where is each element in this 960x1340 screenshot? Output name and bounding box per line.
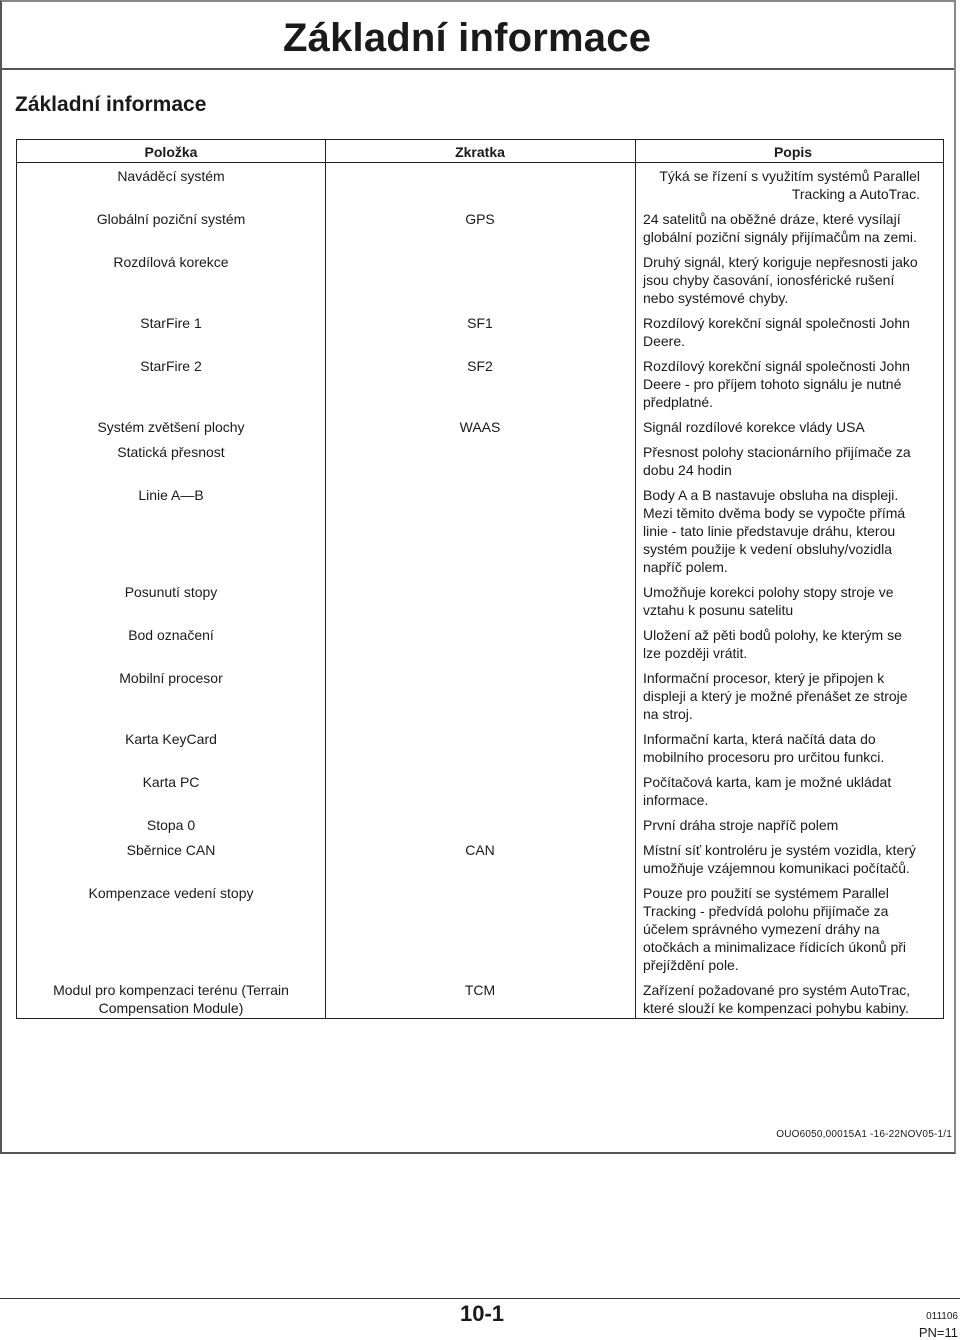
table-cell-desc-line: Týká se řízení s využitím systémů Parallel bbox=[659, 168, 920, 184]
table-cell-desc-line: Tracking - předvídá polohu přijímače za bbox=[643, 903, 889, 919]
table-cell-desc-line: účelem správného vymezení dráhy na bbox=[643, 921, 880, 937]
table-cell-desc bbox=[643, 486, 905, 576]
table-cell-desc-line: vztahu k posunu satelitu bbox=[643, 602, 794, 618]
table-cell-item-line: Rozdílová korekce bbox=[113, 254, 229, 270]
table-cell-desc-line: Druhý signál, který koriguje nepřesnosti jako bbox=[643, 254, 918, 270]
table-cell-abbr bbox=[325, 357, 635, 375]
table-cell-desc-line: otočkách a minimalizace řídicích úkonů při bbox=[643, 939, 907, 955]
table-cell-desc bbox=[643, 841, 916, 877]
table-cell-abbr bbox=[325, 981, 635, 999]
table-cell-desc-line: Zařízení požadované pro systém AutoTrac, bbox=[643, 982, 911, 998]
table-cell-item bbox=[16, 816, 326, 834]
table-cell-desc-line: dobu 24 hodin bbox=[643, 462, 732, 478]
table-cell-desc-line: Přesnost polohy stacionárního přijímače za bbox=[643, 444, 911, 460]
table-cell-item-line: Linie A—B bbox=[138, 487, 204, 503]
table-cell-desc-line: 24 satelitů na oběžné dráze, které vysílají bbox=[643, 211, 901, 227]
table-cell-item bbox=[16, 626, 326, 644]
table-cell-desc-line: linie - tato linie představuje dráhu, kterou bbox=[643, 523, 896, 539]
table-cell-desc bbox=[643, 418, 865, 436]
table-cell-item bbox=[16, 773, 326, 791]
table-cell-desc-line: mobilního procesoru pro určitou funkci. bbox=[643, 749, 885, 765]
table-cell-desc-line: Deere - pro příjem tohoto signálu je nutné bbox=[643, 376, 902, 392]
table-cell-item bbox=[16, 583, 326, 601]
table-cell-desc-line: na stroj. bbox=[643, 706, 693, 722]
header-item bbox=[16, 143, 326, 161]
page-number: 10-1 bbox=[460, 1301, 505, 1326]
header-item-line: Položka bbox=[144, 144, 198, 160]
table-cell-desc-line: Uložení až pěti bodů polohy, ke kterým se bbox=[643, 627, 902, 643]
table-cell-desc bbox=[643, 314, 910, 350]
table-cell-item-line: StarFire 2 bbox=[140, 358, 202, 374]
table-cell-abbr-line: GPS bbox=[465, 211, 495, 227]
table-cell-item-line: Globální poziční systém bbox=[96, 211, 246, 227]
table-cell-item-line: Naváděcí systém bbox=[117, 168, 225, 184]
table-cell-desc-line: které slouží ke kompenzaci pohybu kabiny. bbox=[643, 1000, 909, 1016]
table-cell-desc bbox=[643, 669, 908, 723]
table-cell-desc-line: Pouze pro použití se systémem Parallel bbox=[643, 885, 889, 901]
table-cell-item bbox=[16, 357, 326, 375]
table-cell-item bbox=[16, 730, 326, 748]
header-abbr-line: Zkratka bbox=[455, 144, 505, 160]
table-cell-item bbox=[16, 418, 326, 436]
table-cell-desc-line: nebo systémové chyby. bbox=[643, 290, 789, 306]
table-cell-desc-line: systém použije k vedení obsluhy/vozidla bbox=[643, 541, 893, 557]
table-cell-desc-line: napříč polem. bbox=[643, 559, 728, 575]
table-cell-item-line: Kompenzace vedení stopy bbox=[88, 885, 254, 901]
table-cell-desc-line: displeji a který je možné přenášet ze stroje bbox=[643, 688, 908, 704]
table-cell-desc bbox=[643, 583, 894, 619]
table-cell-item bbox=[16, 884, 326, 902]
table-cell-desc bbox=[643, 981, 910, 1017]
table-cell-desc-line: Tracking a AutoTrac. bbox=[791, 186, 920, 202]
table-cell-item-line: StarFire 1 bbox=[140, 315, 202, 331]
table-cell-item-line: Sběrnice CAN bbox=[126, 842, 216, 858]
table-cell-item bbox=[16, 443, 326, 461]
table-cell-item bbox=[16, 167, 326, 185]
header-abbr bbox=[325, 143, 635, 161]
table-cell-item-line: Compensation Module) bbox=[98, 1000, 244, 1016]
table-cell-abbr-line: WAAS bbox=[459, 419, 501, 435]
table-cell-item-line: Karta KeyCard bbox=[125, 731, 217, 747]
table-cell-desc-line: jsou chyby časování, ionosférické rušení bbox=[643, 272, 895, 288]
table-cell-desc-line: informace. bbox=[643, 792, 709, 808]
table-cell-abbr bbox=[325, 314, 635, 332]
table-cell-desc-line: Místní síť kontroléru je systém vozidla, který bbox=[643, 842, 916, 858]
table-cell-abbr-line: TCM bbox=[464, 982, 496, 998]
column-divider bbox=[635, 139, 636, 1019]
pn-code: PN=11 bbox=[918, 1325, 958, 1340]
table-cell-item bbox=[16, 210, 326, 228]
table-cell-desc-line: přejíždění pole. bbox=[643, 957, 739, 973]
header-rule bbox=[16, 162, 944, 163]
table-cell-abbr-line: SF1 bbox=[467, 315, 493, 331]
table-cell-desc bbox=[659, 167, 920, 203]
table-cell-desc-line: Informační procesor, který je připojen k bbox=[643, 670, 885, 686]
table-cell-desc bbox=[643, 443, 911, 479]
table-cell-item-line: Bod označení bbox=[128, 627, 214, 643]
table-cell-desc bbox=[643, 626, 902, 662]
table-cell-desc bbox=[643, 253, 918, 307]
table-cell-desc bbox=[643, 816, 838, 834]
table-cell-item bbox=[16, 841, 326, 859]
table-cell-abbr bbox=[325, 210, 635, 228]
table-cell-item-line: Modul pro kompenzaci terénu (Terrain bbox=[53, 982, 289, 998]
table-cell-item-line: Mobilní procesor bbox=[119, 670, 223, 686]
table-cell-desc-line: globální poziční signály přijímačům na zemi. bbox=[643, 229, 917, 245]
table-cell-desc-line: lze později vrátit. bbox=[643, 645, 748, 661]
table-cell-item-line: Posunutí stopy bbox=[124, 584, 218, 600]
table-cell-item-line: Statická přesnost bbox=[117, 444, 225, 460]
table-cell-abbr bbox=[325, 841, 635, 859]
table-cell-desc bbox=[643, 357, 910, 411]
reference-code: OUO6050,00015A1 -16-22NOV05-1/1 bbox=[776, 1129, 952, 1140]
table-cell-desc bbox=[643, 884, 906, 974]
table-cell-desc bbox=[643, 773, 891, 809]
header-desc bbox=[743, 143, 843, 161]
header-desc-line: Popis bbox=[773, 144, 813, 160]
table-cell-item bbox=[16, 669, 326, 687]
table-cell-desc-line: Deere. bbox=[643, 333, 686, 349]
table-cell-desc-line: Body A a B nastavuje obsluha na displeji. bbox=[643, 487, 899, 503]
table-cell-desc-line: Umožňuje korekci polohy stopy stroje ve bbox=[643, 584, 894, 600]
table-cell-desc-line: Informační karta, která načítá data do bbox=[643, 731, 876, 747]
table-cell-abbr-line: SF2 bbox=[467, 358, 493, 374]
table-cell-item-line: Stopa 0 bbox=[146, 817, 196, 833]
table-cell-abbr-line: CAN bbox=[465, 842, 495, 858]
table-cell-desc-line: Rozdílový korekční signál společnosti John bbox=[643, 358, 910, 374]
table-cell-desc-line: umožňuje vzájemnou komunikaci počítačů. bbox=[643, 860, 910, 876]
table-cell-item bbox=[16, 486, 326, 504]
table-cell-desc bbox=[643, 210, 917, 246]
table-cell-desc-line: předplatné. bbox=[643, 394, 714, 410]
table-cell-item bbox=[16, 981, 326, 1017]
table-cell-desc bbox=[643, 730, 884, 766]
table-cell-desc-line: Rozdílový korekční signál společnosti John bbox=[643, 315, 910, 331]
table-cell-desc-line: Mezi těmito dvěma body se vypočte přímá bbox=[643, 505, 906, 521]
table-cell-item bbox=[16, 253, 326, 271]
date-code: 011106 bbox=[926, 1311, 958, 1322]
table-cell-desc-line: Počítačová karta, kam je možné ukládat bbox=[643, 774, 892, 790]
page-title: Základní informace bbox=[283, 16, 652, 60]
table-cell-desc-line: První dráha stroje napříč polem bbox=[643, 817, 839, 833]
table-cell-abbr bbox=[325, 418, 635, 436]
table-cell-item-line: Karta PC bbox=[142, 774, 200, 790]
footer-rule bbox=[0, 1298, 960, 1299]
section-heading: Základní informace bbox=[15, 93, 207, 116]
table-cell-item bbox=[16, 314, 326, 332]
table-cell-item-line: Systém zvětšení plochy bbox=[97, 419, 245, 435]
table-cell-desc-line: Signál rozdílové korekce vlády USA bbox=[643, 419, 865, 435]
